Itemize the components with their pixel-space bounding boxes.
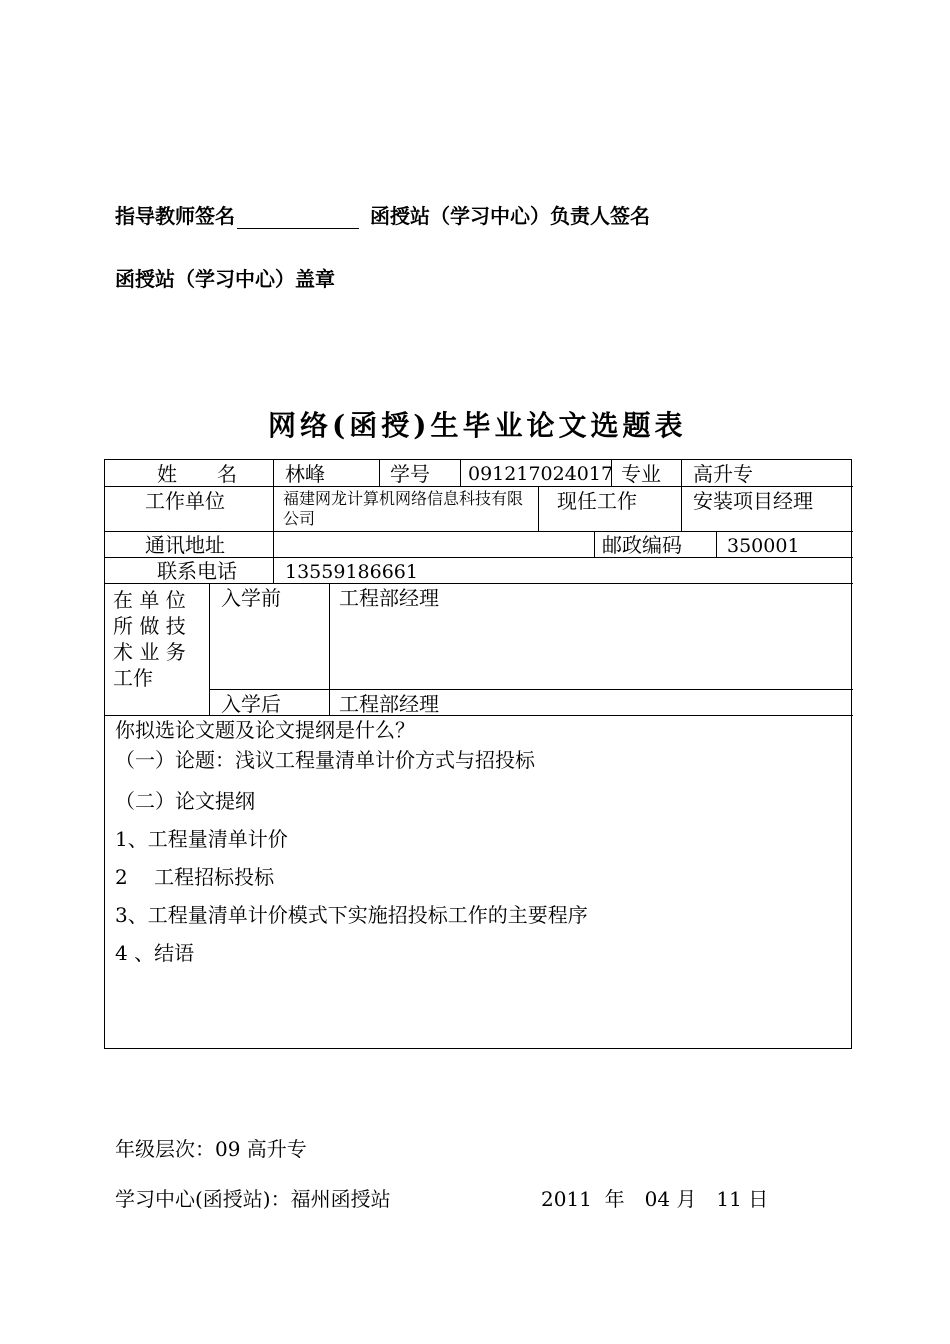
outline-line[interactable]: 3、工程量清单计价模式下实施招投标工作的主要程序 — [115, 903, 588, 927]
tech-work-label-line: 术 业 务 — [113, 640, 186, 664]
work-unit-label: 工作单位 — [145, 489, 225, 513]
advisor-signature-blank[interactable] — [237, 210, 359, 229]
outline-line[interactable]: 1、工程量清单计价 — [115, 827, 288, 851]
postcode-label: 邮政编码 — [602, 533, 682, 557]
current-job-value[interactable]: 安装项目经理 — [693, 489, 813, 513]
signature-line-1 — [115, 200, 650, 229]
outline-question: 你拟选论文题及论文提纲是什么？ — [115, 718, 415, 742]
col-divider — [716, 531, 717, 557]
col-divider — [273, 486, 274, 531]
row-divider — [209, 689, 853, 690]
col-divider — [460, 460, 461, 486]
date-line: 2011 年 04 月 11 日 — [541, 1187, 769, 1211]
advisor-signature-label: 指导教师签名 — [115, 204, 235, 228]
name-value[interactable]: 林峰 — [285, 462, 325, 486]
grade-level: 年级层次：09 高升专 — [115, 1137, 307, 1161]
current-job-label: 现任工作 — [557, 489, 637, 513]
tech-work-label-line: 在 单 位 — [113, 588, 186, 612]
outline-line[interactable]: （一）论题：浅议工程量清单计价方式与招投标 — [115, 748, 535, 772]
row-divider — [105, 486, 853, 487]
name-label: 姓 名 — [157, 462, 237, 486]
col-divider — [209, 583, 210, 715]
form-title: 网络(函授)生毕业论文选题表 — [268, 409, 687, 442]
phone-label: 联系电话 — [157, 559, 237, 583]
station-seal-label: 函授站（学习中心）盖章 — [115, 267, 335, 291]
row-divider — [105, 715, 853, 716]
outline-line[interactable]: 2 工程招标投标 — [115, 865, 275, 889]
col-divider — [273, 557, 274, 583]
major-value[interactable]: 高升专 — [693, 462, 753, 486]
after-enroll-label: 入学后 — [221, 692, 281, 716]
col-divider — [681, 486, 682, 531]
after-enroll-value[interactable]: 工程部经理 — [339, 692, 439, 716]
col-divider — [538, 486, 539, 531]
before-enroll-value[interactable]: 工程部经理 — [339, 586, 439, 610]
student-id-label: 学号 — [390, 462, 430, 486]
work-unit-value[interactable]: 福建网龙计算机网络信息科技有限公司 — [283, 489, 524, 528]
station-head-signature-label: 函授站（学习中心）负责人签名 — [369, 204, 650, 228]
outline-line[interactable]: 4 、结语 — [115, 941, 195, 965]
col-divider — [273, 460, 274, 486]
student-id-value[interactable]: 091217024017 — [468, 463, 614, 485]
col-divider — [329, 583, 330, 715]
outline-line[interactable]: （二）论文提纲 — [115, 789, 255, 813]
row-divider — [105, 583, 853, 584]
tech-work-label-line: 所 做 技 — [113, 614, 186, 638]
phone-value[interactable]: 13559186661 — [285, 561, 418, 583]
col-divider — [273, 531, 274, 557]
thesis-topic-table — [104, 459, 852, 1049]
tech-work-label-line: 工作 — [113, 666, 153, 690]
col-divider — [594, 531, 595, 557]
postcode-value[interactable]: 350001 — [727, 535, 800, 557]
before-enroll-label: 入学前 — [221, 586, 281, 610]
col-divider — [379, 460, 380, 486]
major-label: 专业 — [621, 462, 661, 486]
col-divider — [681, 460, 682, 486]
address-label: 通讯地址 — [145, 533, 225, 557]
row-divider — [105, 557, 853, 558]
tech-work-label — [113, 587, 186, 691]
learning-center: 学习中心(函授站)：福州函授站 — [115, 1187, 391, 1211]
row-divider — [105, 531, 853, 532]
